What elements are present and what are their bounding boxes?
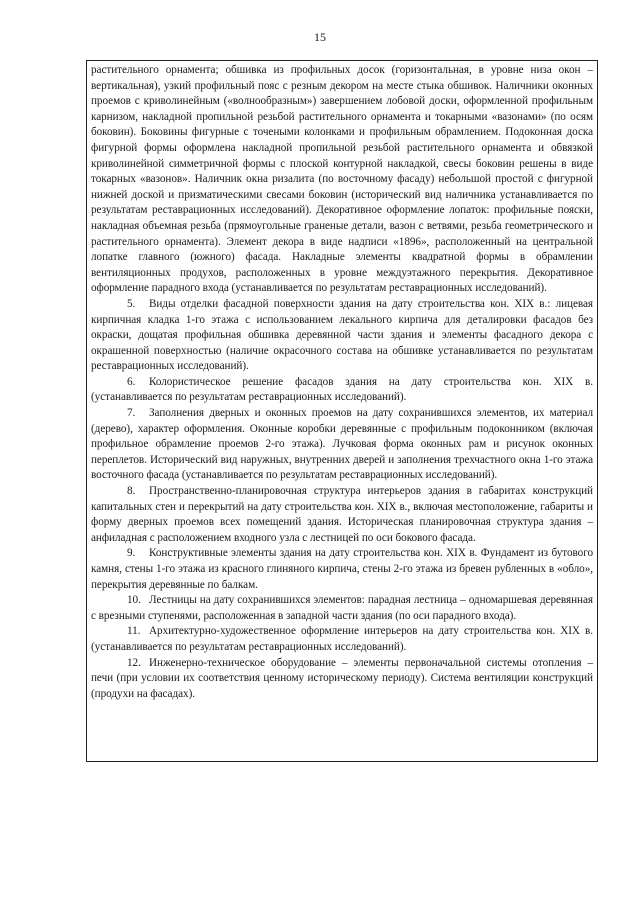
paragraph-item-10 xyxy=(91,593,593,624)
paragraph-text: Колористическое решение фасадов здания на дату строительства кон. XIX в. (устанавливается по результатам реставрационных исследований). xyxy=(91,375,593,404)
item-number: 9. xyxy=(127,547,136,560)
paragraph-item-12 xyxy=(91,656,593,703)
item-number: 12. xyxy=(127,656,141,669)
document-frame xyxy=(86,60,598,762)
paragraph-text: Виды отделки фасадной поверхности здания на дату строительства кон. XIX в.: лицевая кирпичная кладка 1-го этажа с использованием лекального кирпича для деталировки фасадов без окраски, дощатая профильная обшивка деревянной части здания и элементы фасадного декора с окрашенной поверхностью (наличие окрасочного состава на обшивке устанавливается по результатам реставрационных исследований). xyxy=(91,297,593,373)
paragraph-item-7 xyxy=(91,406,593,484)
paragraph-text: Пространственно-планировочная структура интерьеров здания в габаритах конструкций капитальных стен и перекрытий на дату строительства кон. XIX в., включая местоположение, габариты и форму дверных проемов всех помещений здания. Историческая планировочная структура здания – анфиладная с расположением входного узла с лестницей по оси бокового фасада. xyxy=(91,485,593,544)
paragraph-item-5 xyxy=(91,297,593,375)
paragraph-continuation xyxy=(91,63,593,297)
paragraph-text: Архитектурно-художественное оформление интерьеров на дату строительства кон. XIX в. (устанавливается по результатам реставрационных исследований). xyxy=(91,625,593,653)
item-number: 8. xyxy=(127,485,136,498)
paragraph-text: Инженерно-техническое оборудование – элементы первоначальной системы отопления – печи (при условии их соответствия ценному историческому периоду). Система вентиляции конструкций (продухи на фасадах). xyxy=(91,656,593,700)
page-number: 15 xyxy=(314,30,326,44)
paragraph-text: Конструктивные элементы здания на дату строительства кон. XIX в. Фундамент из бутового камня, стены 1-го этажа из красного глиняного кирпича, стены 2-го этажа из бревен рубленных в «обло», перекрытия деревянные по балкам. xyxy=(91,547,593,591)
paragraph-text: Лестницы на дату сохранившихся элементов: парадная лестница – одномаршевая деревянная с врезными ступенями, расположенная в западной части здания (по оси парадного входа). xyxy=(91,594,593,622)
item-number: 5. xyxy=(127,297,136,310)
paragraph-item-6 xyxy=(91,375,593,406)
paragraph-item-9 xyxy=(91,546,593,593)
item-number: 10. xyxy=(127,594,141,607)
paragraph-item-8 xyxy=(91,484,593,546)
paragraph-item-11 xyxy=(91,624,593,655)
item-number: 11. xyxy=(127,625,141,638)
item-number: 7. xyxy=(127,407,136,420)
item-number: 6. xyxy=(127,375,136,388)
paragraph-text: растительного орнамента; обшивка из профильных досок (горизонтальная, в уровне низа окон – вертикальная), узкий профильный пояс с резным декором на месте стыка обшивок. Наличники оконных проемов с криволинейным («волнообразным») завершением лобовой доски, оформленной профильным карнизом, накладной пропильной резьбой растительного орнамента и токарными «вазонами» (по осям боковин). Боковины фигурные с точеными колонками и профильным обрамлением. Подоконная доска фигурной формы оформлена накладной пропильной резьбой растительного орнамента и обвязкой криволинейной симметричной формы с плоской контурной накладкой, свесы боковин решены в виде токарных «вазонов». Наличник окна ризалита (по восточному фасаду) небольшой простой с фигурной нижней доской и призматическими свесами боковин (исторический вид наличника устанавливается по результатам реставрационных исследований). Декоративное оформление лопаток: профильные пояски, накладная объемная резьба (прямоугольные граненые детали, вазон с ветвями, резьба геометрического и растительного орнамента). Элемент декора в виде надписи «1896», расположенный на центральной лопатке главного (южного) фасада. Накладные элементы квадратной формы в обрамлении вентиляционных продухов, расположенных в уровне междуэтажного перекрытия. Декоративное оформление парадного входа (устанавливается по результатам реставрационных исследований). xyxy=(91,64,593,295)
paragraph-text: Заполнения дверных и оконных проемов на дату сохранившихся элементов, их материал (дерево), характер оформления. Оконные коробки деревянные с профильным подоконником (включая профильное обрамление проемов 2-го этажа). Лучковая форма оконных рам и рисунок оконных переплетов. Исторический вид наружных, внутренних дверей и заполнения трехчастного окна 1-го этажа восточного фасада (устанавливается по результатам реставрационных исследований). xyxy=(91,407,593,482)
